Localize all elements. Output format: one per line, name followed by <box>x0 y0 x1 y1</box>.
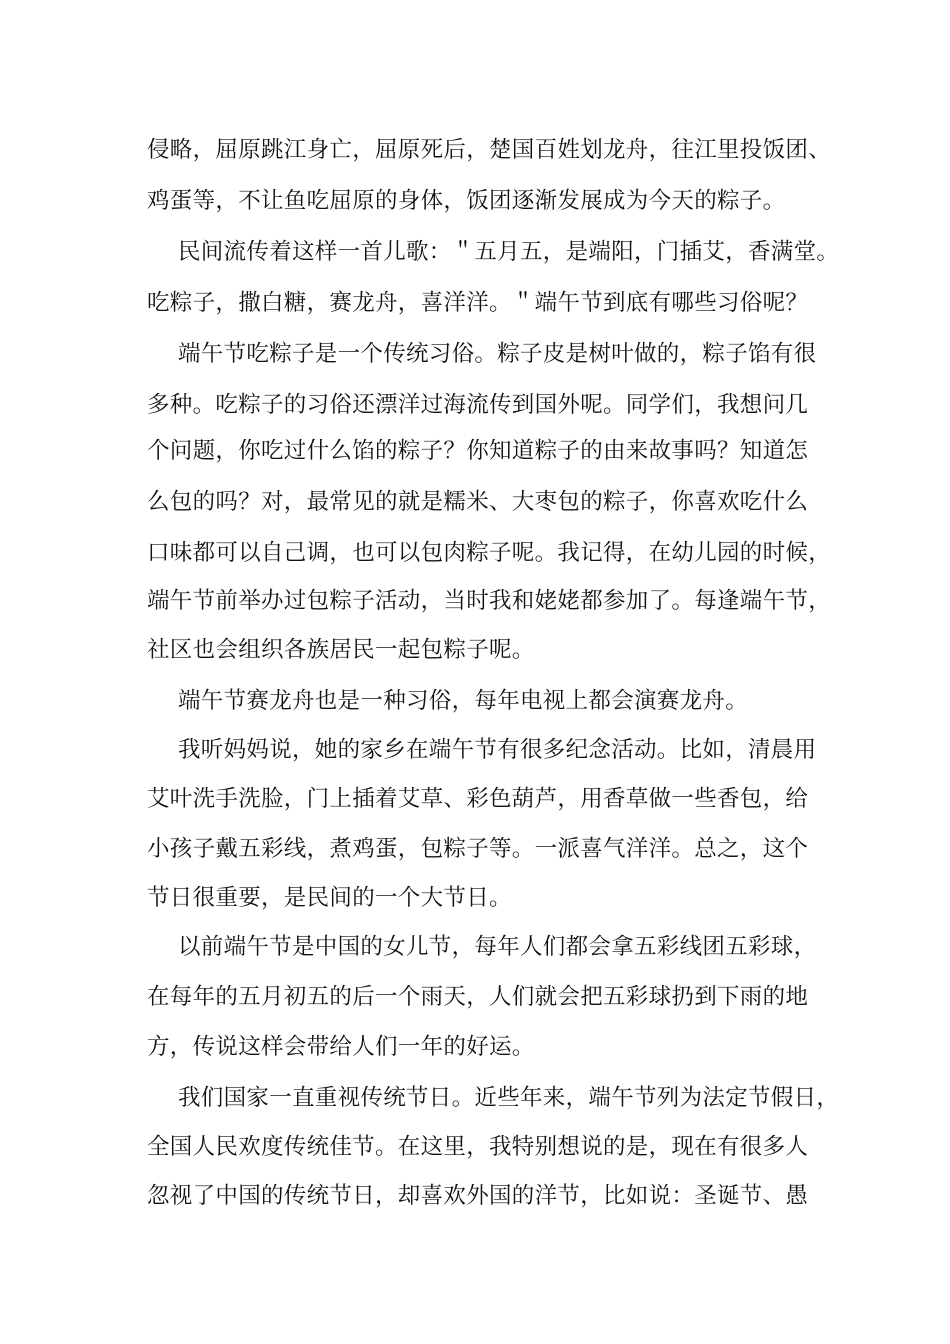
text-line: 端午节前举办过包粽子活动，当时我和姥姥都参加了。每逢端午节， <box>147 588 832 614</box>
text-line: 吃粽子，撒白糖，赛龙舟，喜洋洋。＂端午节到底有哪些习俗呢？ <box>147 290 809 316</box>
text-line: 我听妈妈说，她的家乡在端午节有很多纪念活动。比如，清晨用 <box>178 737 817 763</box>
text-line: 我们国家一直重视传统节日。近些年来，端午节列为法定节假日， <box>178 1085 840 1111</box>
text-line: 在每年的五月初五的后一个雨天，人们就会把五彩球扔到下雨的地 <box>147 984 809 1010</box>
text-line: 个问题，你吃过什么馅的粽子？你知道粽子的由来故事吗？知道怎 <box>147 438 809 464</box>
text-line: 么包的吗？对，最常见的就是糯米、大枣包的粽子，你喜欢吃什么 <box>147 489 809 515</box>
text-line: 社区也会组织各族居民一起包粽子呢。 <box>147 637 535 663</box>
text-line: 方，传说这样会带给人们一年的好运。 <box>147 1034 535 1060</box>
text-line: 忽视了中国的传统节日，却喜欢外国的洋节，比如说：圣诞节、愚 <box>147 1183 809 1209</box>
text-line: 全国人民欢度传统佳节。在这里，我特别想说的是，现在有很多人 <box>147 1134 809 1160</box>
text-line: 端午节吃粽子是一个传统习俗。粽子皮是树叶做的，粽子馅有很 <box>178 341 817 367</box>
text-line: 鸡蛋等，不让鱼吃屈原的身体，饭团逐渐发展成为今天的粽子。 <box>147 188 786 214</box>
text-line: 端午节赛龙舟也是一种习俗，每年电视上都会演赛龙舟。 <box>178 688 749 714</box>
text-line: 小孩子戴五彩线，煮鸡蛋，包粽子等。一派喜气洋洋。总之，这个 <box>147 836 809 862</box>
text-line: 节日很重要，是民间的一个大节日。 <box>147 885 512 911</box>
text-line: 口味都可以自己调，也可以包肉粽子呢。我记得，在幼儿园的时候， <box>147 540 832 566</box>
text-line: 侵略，屈原跳江身亡，屈原死后，楚国百姓划龙舟，往江里投饭团、 <box>147 137 832 163</box>
text-line: 多种。吃粽子的习俗还漂洋过海流传到国外呢。同学们，我想问几 <box>147 392 809 418</box>
text-line: 民间流传着这样一首儿歌：＂五月五，是端阳，门插艾，香满堂。 <box>178 239 840 265</box>
text-line: 艾叶洗手洗脸，门上插着艾草、彩色葫芦，用香草做一些香包，给 <box>147 786 809 812</box>
text-line: 以前端午节是中国的女儿节，每年人们都会拿五彩线团五彩球， <box>178 934 817 960</box>
